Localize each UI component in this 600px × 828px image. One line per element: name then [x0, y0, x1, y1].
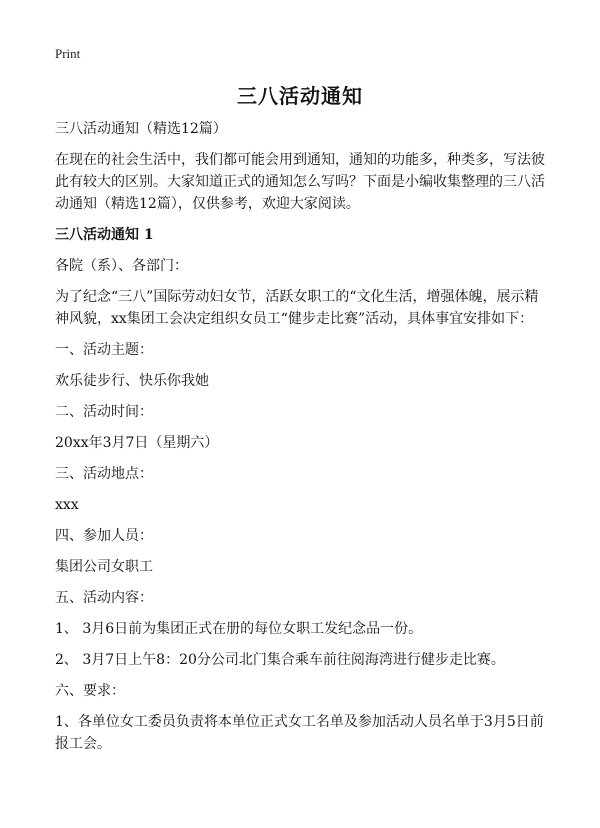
intro-paragraph: 在现在的社会生活中，我们都可能会用到通知，通知的功能多，种类多，写法彼此有较大的区别。大家知道正式的通知怎么写吗？下面是小编收集整理的三八活动通知（精选12篇），仅供参考，欢迎大家阅读。	[55, 152, 545, 212]
heading-requirements: 六、要求：	[55, 683, 125, 699]
document-body	[55, 118, 550, 764]
paragraph-participants: 集团公司女职工	[55, 559, 153, 575]
paragraph-location: xxx	[55, 497, 79, 513]
paragraph-content-item-1: 1、 3月6日前为集团正式在册的每位女职工发纪念品一份。	[55, 621, 423, 637]
paragraph-salutation: 各院（系）、各部门：	[55, 258, 188, 274]
print-link[interactable]: Print	[55, 46, 81, 61]
paragraph-purpose: 为了纪念“三八”国际劳动妇女节，活跃女职工的“文化生活，增强体魄，展示精神风貌，xx集团工会决定组织女员工“健步走比赛”活动，具体事宜安排如下：	[55, 289, 539, 327]
paragraph-theme: 欢乐徒步行、快乐你我她	[55, 373, 209, 389]
document-subtitle: 三八活动通知（精选12篇）	[55, 121, 227, 137]
paragraph-time: 20xx年3月7日（星期六）	[55, 435, 219, 451]
heading-theme: 一、活动主题：	[55, 342, 153, 358]
section-heading: 三八活动通知 1	[55, 227, 154, 243]
heading-location: 三、活动地点：	[55, 466, 153, 482]
heading-time: 二、活动时间：	[55, 404, 153, 420]
heading-content: 五、活动内容：	[55, 590, 153, 606]
paragraph-content-item-2: 2、 3月7日上午8：20分公司北门集合乘车前往阅海湾进行健步走比赛。	[55, 652, 505, 668]
heading-participants: 四、参加人员：	[55, 528, 153, 544]
paragraph-requirement-1: 1、各单位女工委员负责将本单位正式女工名单及参加活动人员名单于3月5日前报工会。	[55, 714, 544, 752]
document-title: 三八活动通知	[237, 84, 363, 108]
